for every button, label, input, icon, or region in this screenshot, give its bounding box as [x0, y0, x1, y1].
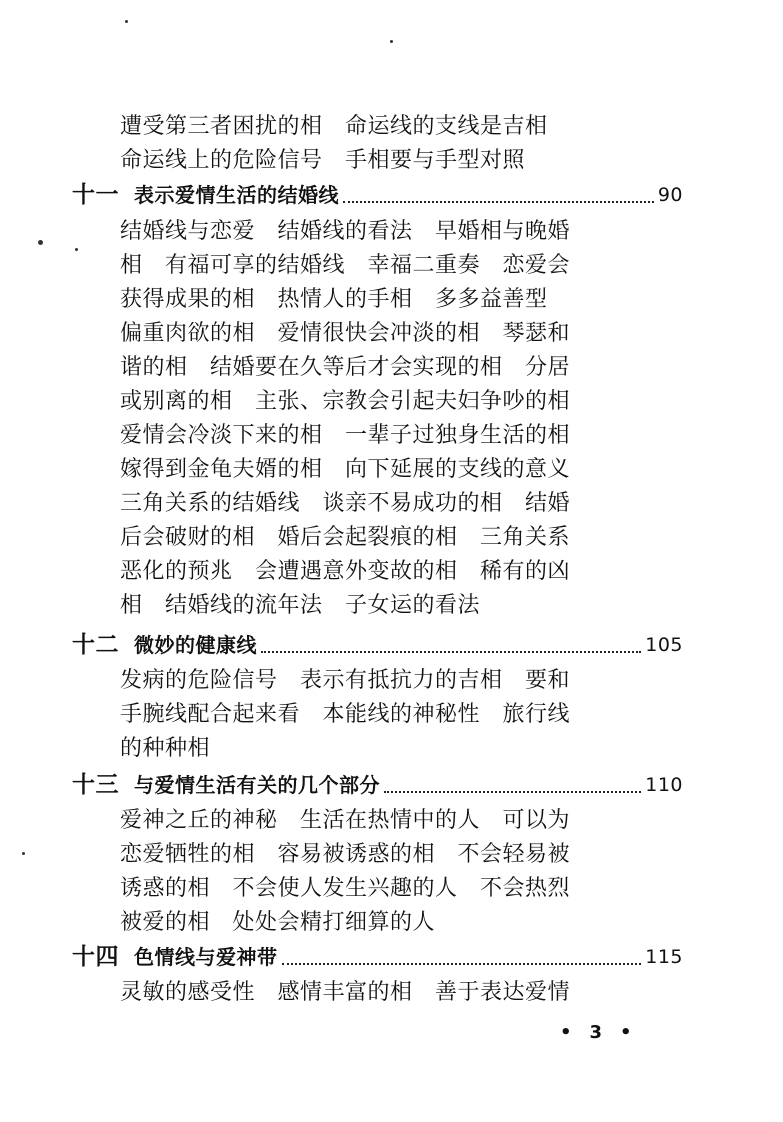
chapter-title: 色情线与爱神带 — [134, 945, 278, 969]
toc-subsection-line: 诱惑的相 不会使人发生兴趣的人 不会热烈 — [120, 876, 571, 901]
footer-bullet-icon: • — [620, 1022, 650, 1043]
scan-speck — [125, 20, 128, 23]
scan-speck — [38, 240, 43, 245]
toc-subsection-line: 遭受第三者困扰的相 命运线的支线是吉相 — [120, 114, 548, 139]
leader-dots — [384, 789, 641, 793]
chapter-page-number: 105 — [645, 634, 683, 656]
toc-subsection-line: 谐的相 结婚要在久等后才会实现的相 分居 — [120, 355, 571, 380]
toc-subsection-line: 恶化的预兆 会遭遇意外变故的相 稀有的凶 — [120, 559, 571, 584]
chapter-title: 微妙的健康线 — [134, 633, 257, 657]
toc-subsection-line: 偏重肉欲的相 爱情很快会冲淡的相 琴瑟和 — [120, 321, 571, 346]
toc-subsection-line: 相 有福可享的结婚线 幸福二重奏 恋爱会 — [120, 253, 571, 278]
page-footer — [560, 1022, 650, 1043]
footer-page-number: 3 — [589, 1022, 621, 1043]
chapter-number: 十一 — [72, 181, 119, 208]
toc-subsection-line: 灵敏的感受性 感情丰富的相 善于表达爱情 — [120, 980, 571, 1005]
toc-subsection-line: 三角关系的结婚线 谈亲不易成功的相 结婚 — [120, 491, 571, 516]
toc-subsection-line: 爱神之丘的神秘 生活在热情中的人 可以为 — [120, 808, 571, 833]
scan-speck — [390, 40, 393, 43]
chapter-number: 十四 — [72, 943, 119, 970]
chapter-title: 表示爱情生活的结婚线 — [134, 183, 339, 207]
toc-subsection-line: 命运线上的危险信号 手相要与手型对照 — [120, 148, 526, 173]
leader-dots — [261, 649, 641, 653]
chapter-page-number: 110 — [645, 774, 683, 796]
toc-chapter-heading — [72, 942, 683, 972]
toc-subsection-line: 手腕线配合起来看 本能线的神秘性 旅行线 — [120, 702, 571, 727]
chapter-number: 十三 — [72, 771, 119, 798]
toc-chapter-heading — [72, 180, 683, 210]
chapter-page-number: 90 — [657, 184, 683, 206]
toc-subsection-line: 嫁得到金龟夫婿的相 向下延展的支线的意义 — [120, 457, 571, 482]
toc-subsection-line: 的种种相 — [120, 736, 211, 761]
scan-speck — [22, 852, 25, 855]
leader-dots — [343, 199, 654, 203]
toc-subsection-line: 爱情会冷淡下来的相 一辈子过独身生活的相 — [120, 423, 571, 448]
leader-dots — [282, 961, 642, 965]
toc-chapter-heading — [72, 770, 683, 800]
toc-chapter-heading — [72, 630, 683, 660]
footer-bullet-icon: • — [560, 1022, 590, 1043]
chapter-title: 与爱情生活有关的几个部分 — [134, 773, 380, 797]
toc-subsection-line: 发病的危险信号 表示有抵抗力的吉相 要和 — [120, 668, 571, 693]
scan-speck — [75, 248, 78, 251]
toc-subsection-line: 恋爱牺牲的相 容易被诱惑的相 不会轻易被 — [120, 842, 571, 867]
chapter-number: 十二 — [72, 631, 119, 658]
toc-subsection-line: 获得成果的相 热情人的手相 多多益善型 — [120, 287, 548, 312]
toc-subsection-line: 被爱的相 处处会精打细算的人 — [120, 910, 436, 935]
chapter-page-number: 115 — [645, 946, 683, 968]
toc-subsection-line: 结婚线与恋爱 结婚线的看法 早婚相与晚婚 — [120, 219, 571, 244]
toc-subsection-line: 或别离的相 主张、宗教会引起夫妇争吵的相 — [120, 389, 571, 414]
toc-subsection-line: 后会破财的相 婚后会起裂痕的相 三角关系 — [120, 525, 571, 550]
toc-subsection-line: 相 结婚线的流年法 子女运的看法 — [120, 593, 481, 618]
